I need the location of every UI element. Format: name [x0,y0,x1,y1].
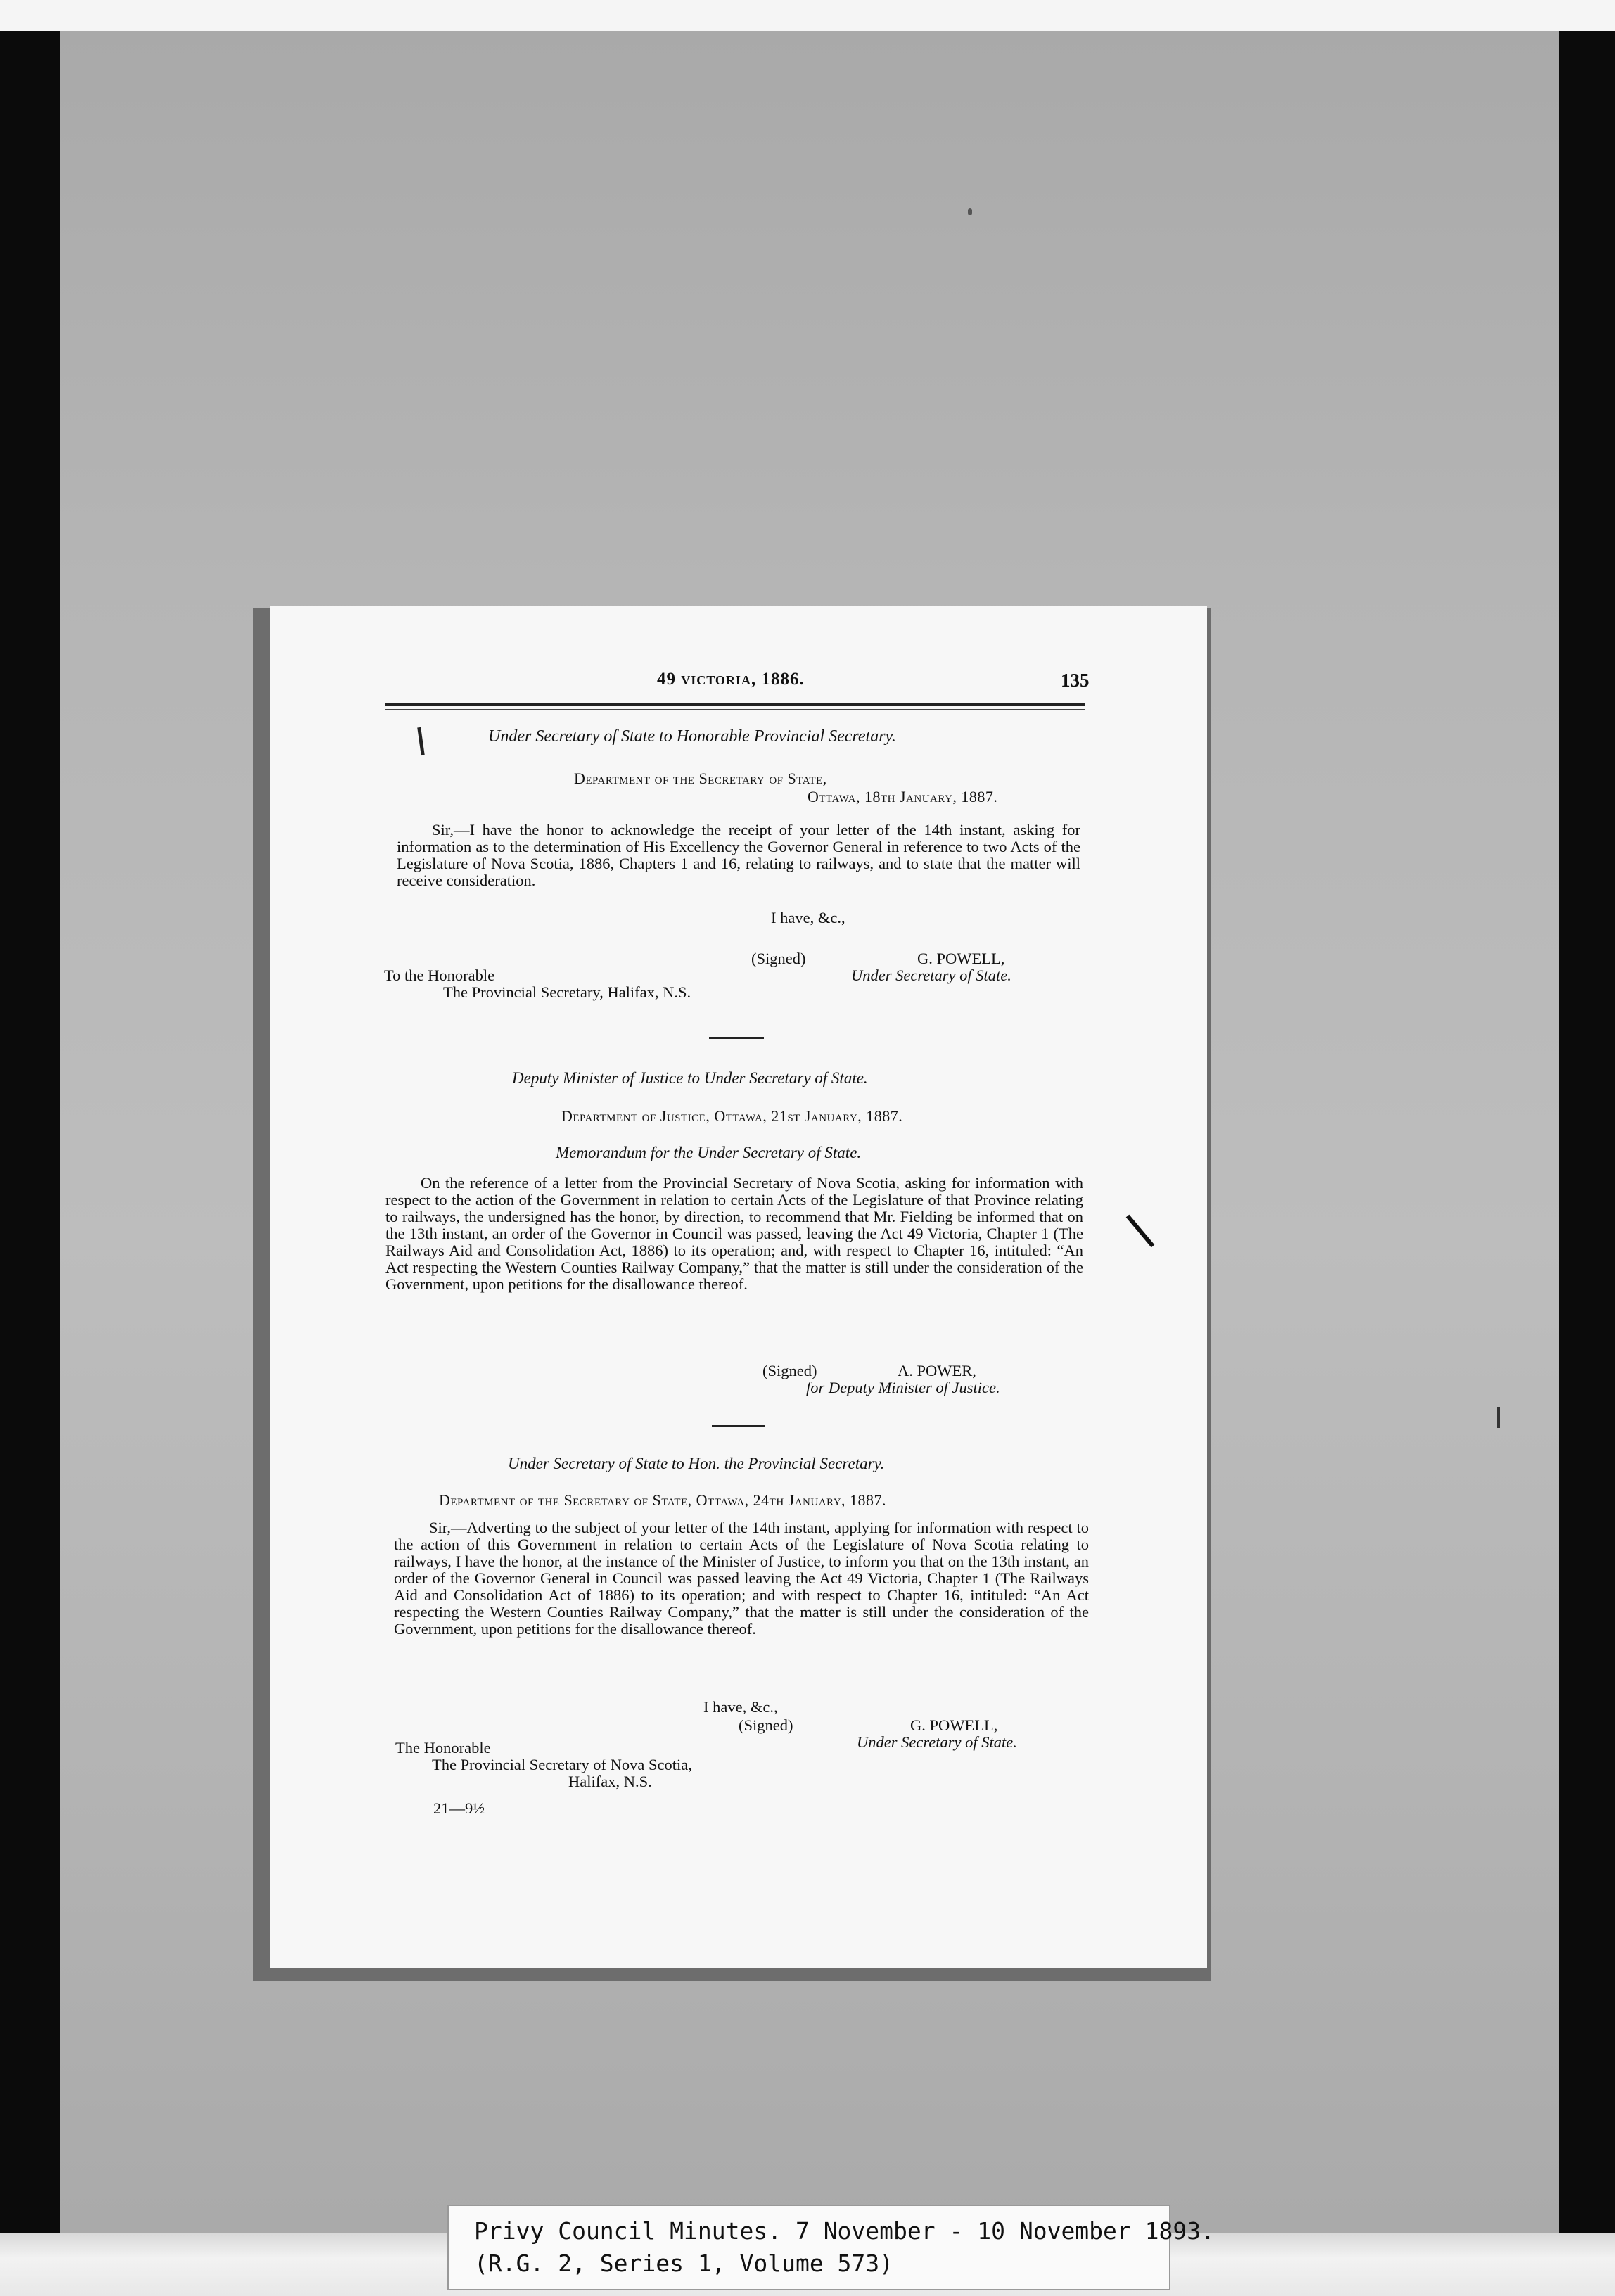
letter2-addressee3: Halifax, N.S. [568,1773,652,1790]
letter2-addressee1: The Honorable [395,1739,491,1756]
memo-body: On the reference of a letter from the Provincial Secretary of Nova Scotia, asking for information with respect to the action of the Government in relation to certain Acts of the Legislature of that Province relating to railways, the undersigned has the honor, by direction, to recommend that Mr. Fielding be informed that on the 13th instant, an order of the Governor in Council was passed, leaving the Act 49 Victoria, Chapter 1 (The Railways Aid and Consolidation Act, 1886) to its operation; and, with respect to Chapter 16, intituled: “An Act respecting the Western Counties Railway Company,” that the matter is still under the consideration of the Government, upon petitions for the disallowance thereof. [385,1174,1083,1293]
ink-mark [417,727,425,755]
film-top-edge [0,0,1615,31]
letter2-body: Sir,—Adverting to the subject of your letter of the 14th instant, applying for information with respect to the action of this Government in relation to certain Acts of the Legislature of Nova Scotia relating to railways, I have the honor, at the instance of the Minister of Justice, to inform you that on the 13th instant, an order of the Governor General in Council was passed leaving the Act 49 Victoria, Chapter 1 (The Railways Aid and Consolidation Act of 1886) to its operation; and with respect to Chapter 16, intituled: “An Act respecting the Western Counties Railway Company,” that the matter is still under the consideration of the Government, upon petitions for the disallowance thereof. [394,1519,1089,1638]
letter2-signatory-title: Under Secretary of State. [857,1733,1017,1751]
header-rule-thin [385,709,1085,710]
memo-signatory: A. POWER, [898,1362,976,1379]
letter1-signed: (Signed) [751,950,806,967]
letter1-closing: I have, &c., [771,909,845,926]
caption-line-2: (R.G. 2, Series 1, Volume 573) [474,2250,894,2277]
memo-dept-line: Department of Justice, Ottawa, 21st January, 1887. [561,1107,903,1125]
letter1-heading: Under Secretary of State to Honorable Provincial Secretary. [488,727,896,746]
archive-caption [447,2205,1215,2290]
film-speck [1497,1407,1500,1428]
caption-line-1: Privy Council Minutes. 7 November - 10 November 1893. [474,2217,1215,2245]
letter2-closing: I have, &c., [703,1698,778,1716]
memo-heading: Deputy Minister of Justice to Under Secretary of State. [512,1069,868,1087]
letter2-dept-line: Department of the Secretary of State, Ottawa, 24th January, 1887. [439,1491,887,1509]
running-head [270,670,1207,698]
letter2-signatory: G. POWELL, [910,1716,998,1734]
document-page [270,606,1207,1968]
film-speck [968,208,972,215]
signature-mark: 21—9½ [433,1799,485,1817]
running-head-title: 49 victoria, 1886. [657,670,805,689]
page-number: 135 [1061,670,1090,691]
letter1-addressee1: To the Honorable [384,967,495,984]
memo-signatory-title: for Deputy Minister of Justice. [806,1379,1000,1396]
letter1-addressee2: The Provincial Secretary, Halifax, N.S. [443,983,691,1001]
letter2-heading: Under Secretary of State to Hon. the Provincial Secretary. [508,1455,885,1472]
letter1-dept-line1: Department of the Secretary of State, [574,770,827,787]
memo-subheading: Memorandum for the Under Secretary of State. [556,1144,862,1161]
section-divider [712,1425,765,1427]
header-rule [385,703,1085,706]
letter1-body: Sir,—I have the honor to acknowledge the receipt of your letter of the 14th instant, asking for information as to the determination of His Excellency the Governor General in reference to two Acts of the Legislature of Nova Scotia, 1886, Chapters 1 and 16, relating to railways, and to state that the matter will receive consideration. [397,821,1080,889]
letter1-dept-line2: Ottawa, 18th January, 1887. [808,788,998,805]
letter1-signatory-title: Under Secretary of State. [851,967,1011,984]
memo-signed: (Signed) [762,1362,817,1379]
section-divider [709,1037,764,1039]
letter1-signatory: G. POWELL, [917,950,1005,967]
letter2-signed: (Signed) [739,1716,793,1734]
letter2-addressee2: The Provincial Secretary of Nova Scotia, [432,1756,692,1773]
